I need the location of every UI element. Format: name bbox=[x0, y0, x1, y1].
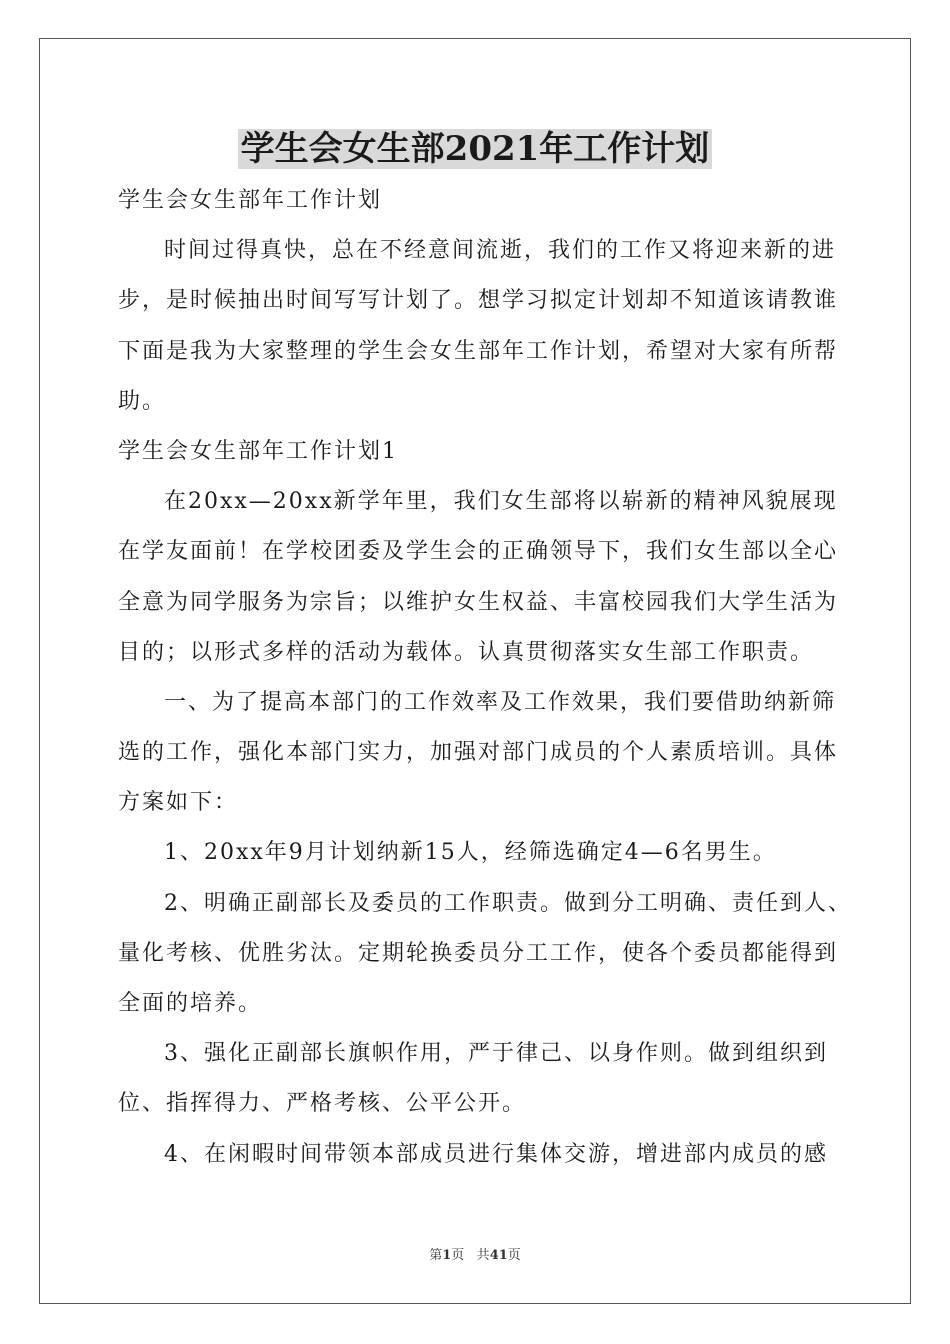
text-line: 步，是时候抽出时间写写计划了。想学习拟定计划却不知道该请教谁 bbox=[118, 288, 839, 314]
footer-prefix: 第 bbox=[429, 1248, 443, 1263]
text-line: 2、明确正副部长及委员的工作职责。做到分工明确、责任到人、 bbox=[164, 890, 852, 916]
text-line: 学生会女生部年工作计划1 bbox=[118, 438, 398, 464]
text-line: 量化考核、优胜劣汰。定期轮换委员分工工作，使各个委员都能得到 bbox=[118, 940, 839, 966]
text-line: 在20xx—20xx新学年里，我们女生部将以崭新的精神风貌展现 bbox=[164, 489, 838, 515]
text-line: 1、20xx年9月计划纳新15人，经筛选确定4—6名男生。 bbox=[164, 840, 777, 866]
footer-total-pages: 41 bbox=[489, 1248, 508, 1263]
page-footer bbox=[0, 1247, 950, 1265]
footer-page-suffix: 页 bbox=[451, 1248, 465, 1263]
text-line: 一、为了提高本部门的工作效率及工作效果，我们要借助纳新筛 bbox=[164, 689, 837, 715]
text-line: 助。 bbox=[118, 388, 167, 414]
text-line: 位、指挥得力、严格考核、公平公开。 bbox=[118, 1091, 527, 1117]
text-line: 4、在闲暇时间带领本部成员进行集体交游，增进部内成员的感 bbox=[164, 1141, 828, 1167]
text-line: 方案如下： bbox=[118, 790, 239, 816]
text-line: 在学友面前！在学校团委及学生会的正确领导下，我们女生部以全心 bbox=[118, 539, 839, 565]
document-title bbox=[0, 126, 950, 172]
document-body bbox=[118, 176, 858, 1180]
text-line: 全面的培养。 bbox=[118, 991, 263, 1016]
footer-total-suffix: 页 bbox=[507, 1248, 521, 1263]
text-line: 3、强化正副部长旗帜作用，严于律己、以身作则。做到组织到 bbox=[164, 1041, 828, 1067]
footer-page-number: 1 bbox=[442, 1248, 452, 1263]
text-line: 学生会女生部年工作计划 bbox=[118, 188, 383, 213]
footer-total-prefix: 共 bbox=[476, 1248, 490, 1263]
text-line: 选的工作，强化本部门实力，加强对部门成员的个人素质培训。具体 bbox=[118, 740, 839, 766]
text-line: 时间过得真快，总在不经意间流逝，我们的工作又将迎来新的进 bbox=[164, 238, 837, 264]
text-line: 下面是我为大家整理的学生会女生部年工作计划，希望对大家有所帮 bbox=[118, 338, 839, 364]
text-line: 全意为同学服务为宗旨；以维护女生权益、丰富校园我们大学生活为 bbox=[118, 589, 839, 615]
document-title-text: 学生会女生部2021年工作计划 bbox=[238, 129, 713, 169]
text-line: 目的；以形式多样的活动为载体。认真贯彻落实女生部工作职责。 bbox=[118, 639, 815, 665]
